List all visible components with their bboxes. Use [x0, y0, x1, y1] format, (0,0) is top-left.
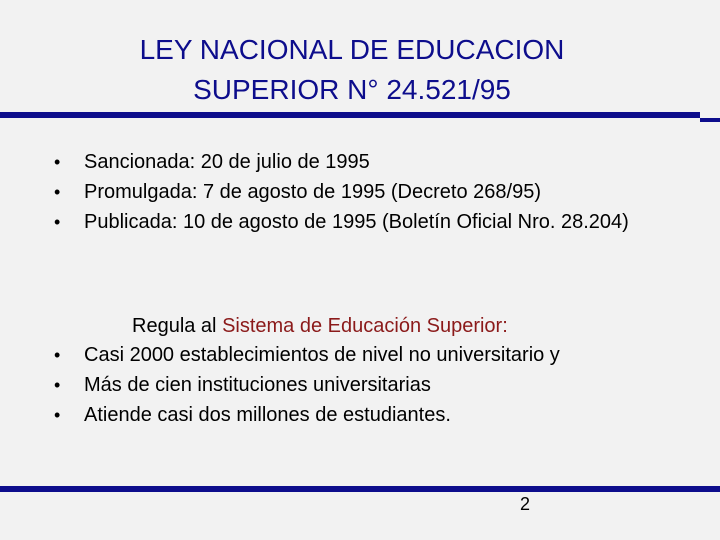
top-divider: [0, 112, 700, 118]
bullet-icon: •: [54, 345, 61, 365]
bullet-icon: •: [54, 182, 61, 202]
list-item: [50, 207, 690, 237]
page-number: 2: [520, 494, 531, 514]
list-item: [50, 340, 690, 370]
list-item: [50, 370, 690, 400]
bullet-icon: •: [54, 405, 61, 425]
slide-title: [0, 30, 704, 110]
fact-establecimientos: Casi 2000 establecimientos de nivel no universitario y: [84, 344, 560, 366]
title-line-2: SUPERIOR N° 24.521/95: [193, 74, 511, 105]
bottom-divider: [0, 486, 720, 492]
list-item: [50, 177, 690, 207]
date-promulgada: Promulgada: 7 de agosto de 1995 (Decreto 268/95): [84, 181, 541, 203]
title-line-1: LEY NACIONAL DE EDUCACION: [139, 34, 565, 65]
bullet-icon: •: [54, 212, 61, 232]
date-sancionada: Sancionada: 20 de julio de 1995: [84, 151, 370, 173]
list-item: [50, 147, 690, 177]
top-divider-tail: [700, 118, 720, 122]
list-item: [50, 400, 690, 430]
fact-estudiantes: Atiende casi dos millones de estudiantes.: [84, 404, 451, 426]
intro-line: [132, 311, 508, 341]
dates-list: [50, 147, 690, 237]
date-publicada: Publicada: 10 de agosto de 1995 (Boletín Oficial Nro. 28.204): [84, 211, 629, 233]
facts-list: [50, 340, 690, 430]
intro-highlight: Sistema de Educación Superior:: [222, 315, 508, 337]
fact-instituciones: Más de cien instituciones universitarias: [84, 374, 431, 396]
bullet-icon: •: [54, 152, 61, 172]
bullet-icon: •: [54, 375, 61, 395]
intro-prefix: Regula al: [132, 315, 223, 337]
